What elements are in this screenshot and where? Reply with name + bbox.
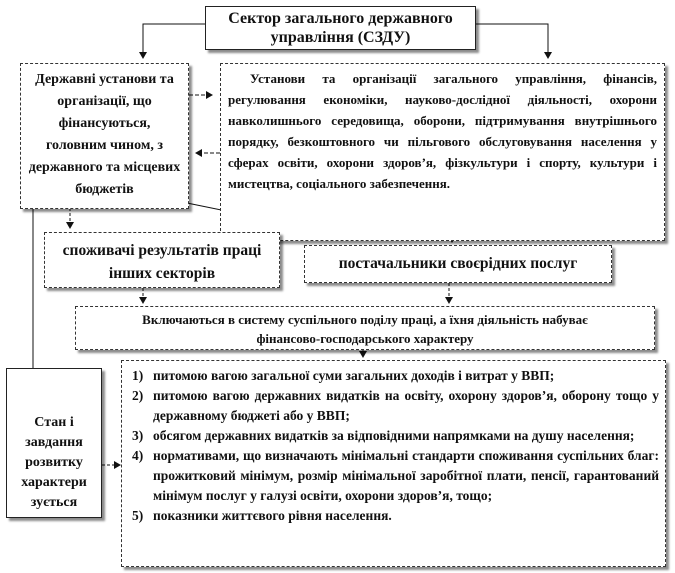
criteria-number: 1) [132,368,144,383]
state-box [6,368,102,518]
criteria-text: обсягом державних видатків за відповідними напрямками на душу населення; [153,428,635,443]
criteria-number: 4) [132,448,144,463]
criteria-text: питомою вагою загальної суми загальних доходів і витрат у ВВП; [153,368,555,383]
suppliers-box [304,245,612,283]
consumers-box [44,232,280,288]
right-box-text: Установи та організації загального управління, фінансів, регулювання економіки, науково-дослідної діяльності, охорони навколишнього середовища, оборони, підтримування внутрішнього порядку, безкоштовного чи пільгового обслуговування населення у сферах освіти, охорони здоров’я, фізкультури і спорту, культури і мистецтва, соціального забезпечення. [228,71,657,191]
inclusion-text: Включаються в систему суспільного поділу праці, а їхня діяльність набуває фінансово-господарського характеру [142,312,588,346]
state-text: Стан і завдання розвитку характери зується [21,415,87,510]
title-text: Сектор загального державного управління (СЗДУ) [228,10,453,46]
criteria-number: 2) [132,388,144,403]
arrow-title-to-left-box [143,24,205,58]
criteria-box [121,360,666,567]
criteria-item [128,446,659,506]
criteria-item [128,426,659,446]
left-box-state-institutions [20,63,189,209]
criteria-item [128,506,659,526]
arrow-title-to-right-box [476,24,548,58]
inclusion-box [75,306,655,350]
criteria-text: показники життєвого рівня населення. [153,508,392,523]
criteria-number: 5) [132,508,144,523]
criteria-item [128,366,659,386]
criteria-item [128,386,659,426]
criteria-number: 3) [132,428,144,443]
left-box-text: Державні установи та організації, що фінансуються, головним чином, з державного та місцевих бюджетів [28,72,181,197]
right-box-institutions [220,63,665,241]
criteria-text: питомою вагою державних видатків на освіту, охорону здоров’я, оборону тощо у державному бюджеті або у ВВП; [153,388,659,423]
consumers-text: споживачі результатів праці інших секторів [62,242,262,282]
criteria-text: нормативами, що визначають мінімальні стандарти споживання суспільних благ: прожитковий мінімум, розмір мінімальної заробітної плати, пенсії, гарантований мінімум послуг у галузі освіти, охорони здоров’я, тощо; [153,448,659,503]
title-box [205,6,476,50]
criteria-list [128,366,659,526]
suppliers-text: постачальники своєрідних послуг [338,255,578,272]
